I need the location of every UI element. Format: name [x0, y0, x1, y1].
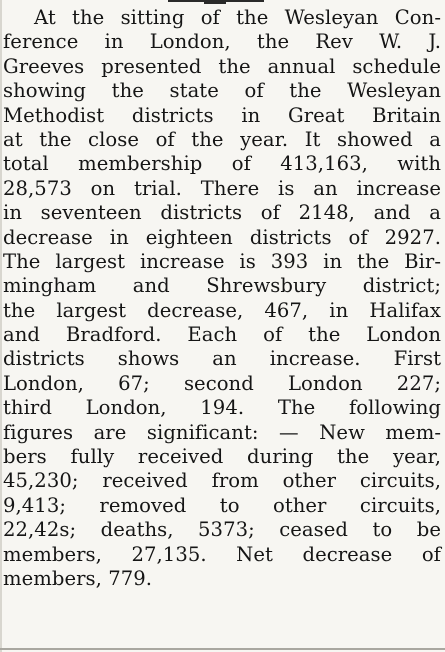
article-line: mingham and Shrewsbury district; [3, 274, 441, 298]
article-line: bers fully received during the year, [3, 445, 441, 469]
column-top-rule-mark [204, 0, 226, 4]
article-line: At the sitting of the Wesleyan Con- [34, 6, 441, 29]
article-line: figures are significant: — New mem- [3, 420, 441, 444]
article-line: members, 779. [3, 566, 153, 590]
article-line: third London, 194. The following [3, 396, 441, 420]
article-line: in seventeen districts of 2148, and a [3, 201, 441, 225]
article-line: showing the state of the Wesleyan [3, 79, 441, 103]
article-line: 22,42s; deaths, 5373; ceased to be [3, 518, 441, 542]
article-line: The largest increase is 393 in the Bir- [3, 249, 441, 273]
page-edge [0, 0, 2, 652]
article-line: London, 67; second London 227; [3, 371, 441, 395]
article-line: members, 27,135. Net decrease of [3, 542, 441, 566]
article-line: 28,573 on trial. There is an increase [3, 176, 441, 200]
article-line: 45,230; received from other circuits, [3, 469, 441, 493]
article-line: the largest decrease, 467, in Halifax [3, 298, 441, 322]
article-line: decrease in eighteen districts of 2927. [3, 225, 441, 249]
article-line: and Bradford. Each of the London [3, 323, 441, 347]
article-line: ference in London, the Rev W. J. [3, 30, 441, 54]
article-body [3, 6, 441, 591]
article-line: Methodist districts in Great Britain [3, 103, 441, 127]
article-line: 9,413; removed to other circuits, [3, 493, 441, 517]
bottom-rule [0, 648, 445, 650]
article-line: total membership of 413,163, with [3, 152, 441, 176]
article-line: Greeves presented the annual schedule [3, 54, 441, 78]
article-line: at the close of the year. It showed a [3, 127, 441, 151]
article-line: districts shows an increase. First [3, 347, 441, 371]
